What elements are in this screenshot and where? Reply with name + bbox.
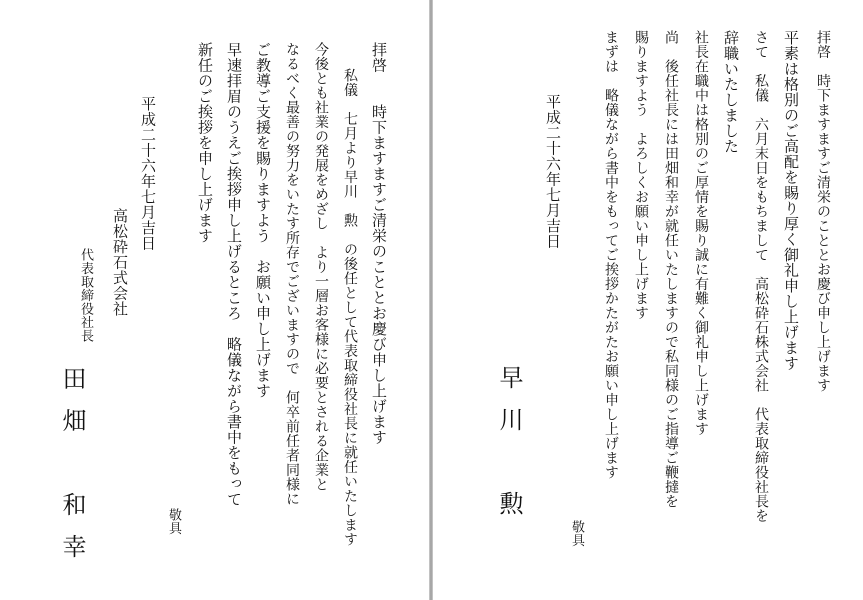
right-letter-line-2: 平素は格別のご高配を賜り厚く御礼申し上げます — [782, 30, 800, 371]
right-letter-line-6: 尚 後任社長には田畑和幸が就任いたしますので私同様のご指導ご鞭撻を — [663, 30, 679, 509]
left-letter-page — [0, 0, 429, 600]
left-letter-line-3: 今後とも社業の発展をめざし より一層お客様に必要とされる企業と — [313, 42, 329, 492]
right-signer-name: 早川 勲 — [495, 365, 523, 533]
right-letter-line-4: 辞職いたしました — [722, 30, 740, 154]
right-letter-line-5: 社長在職中は格別のご厚情を賜り誠に有難く御礼申し上げます — [693, 30, 709, 436]
left-signer-name: 田畑 和幸 — [58, 366, 86, 576]
right-letter-line-8: まずは 略儀ながら書中をもってご挨拶かたがたお願い申し上げます — [603, 30, 619, 480]
right-letter-line-1: 拝啓 時下ますますご清栄のこととお慶び申し上げます — [815, 30, 831, 393]
left-letter-line-2: 私儀 七月より早川 勲 の後任として代表取締役社長に就任いたします — [342, 68, 358, 547]
left-letter-line-4: なるべく最善の努力をいたす所存でございますので 何卒前任者同様に — [284, 42, 300, 506]
right-letter-line-3: さて 私儀 六月末日をもちまして 高松砕石株式会社 代表取締役社長を — [753, 30, 769, 523]
left-letter-line-6: 早速拝眉のうえご挨拶申し上げるところ 略儀ながら書中をもって — [225, 42, 243, 507]
left-letter-line-7: 新任のご挨拶を申し上げます — [196, 42, 214, 244]
left-letter-line-5: ご教導ご支援を賜りますよう お願い申し上げます — [254, 42, 272, 399]
right-letter-line-7: 賜りますよう よろしくお願い申し上げます — [633, 30, 649, 320]
right-letter-page — [433, 0, 863, 600]
left-closing: 敬具 — [166, 508, 181, 535]
left-letter-line-1: 拝啓 時下ますますご清栄のこととお慶び申し上げます — [370, 42, 388, 445]
left-date: 平成二十六年七月吉日 — [139, 96, 157, 251]
left-signer-title: 代表取締役社長 — [78, 248, 93, 343]
left-company-name: 高松砕石式会社 — [111, 208, 129, 317]
right-closing: 敬具 — [569, 520, 584, 547]
right-date: 平成二十六年七月吉日 — [544, 94, 562, 249]
